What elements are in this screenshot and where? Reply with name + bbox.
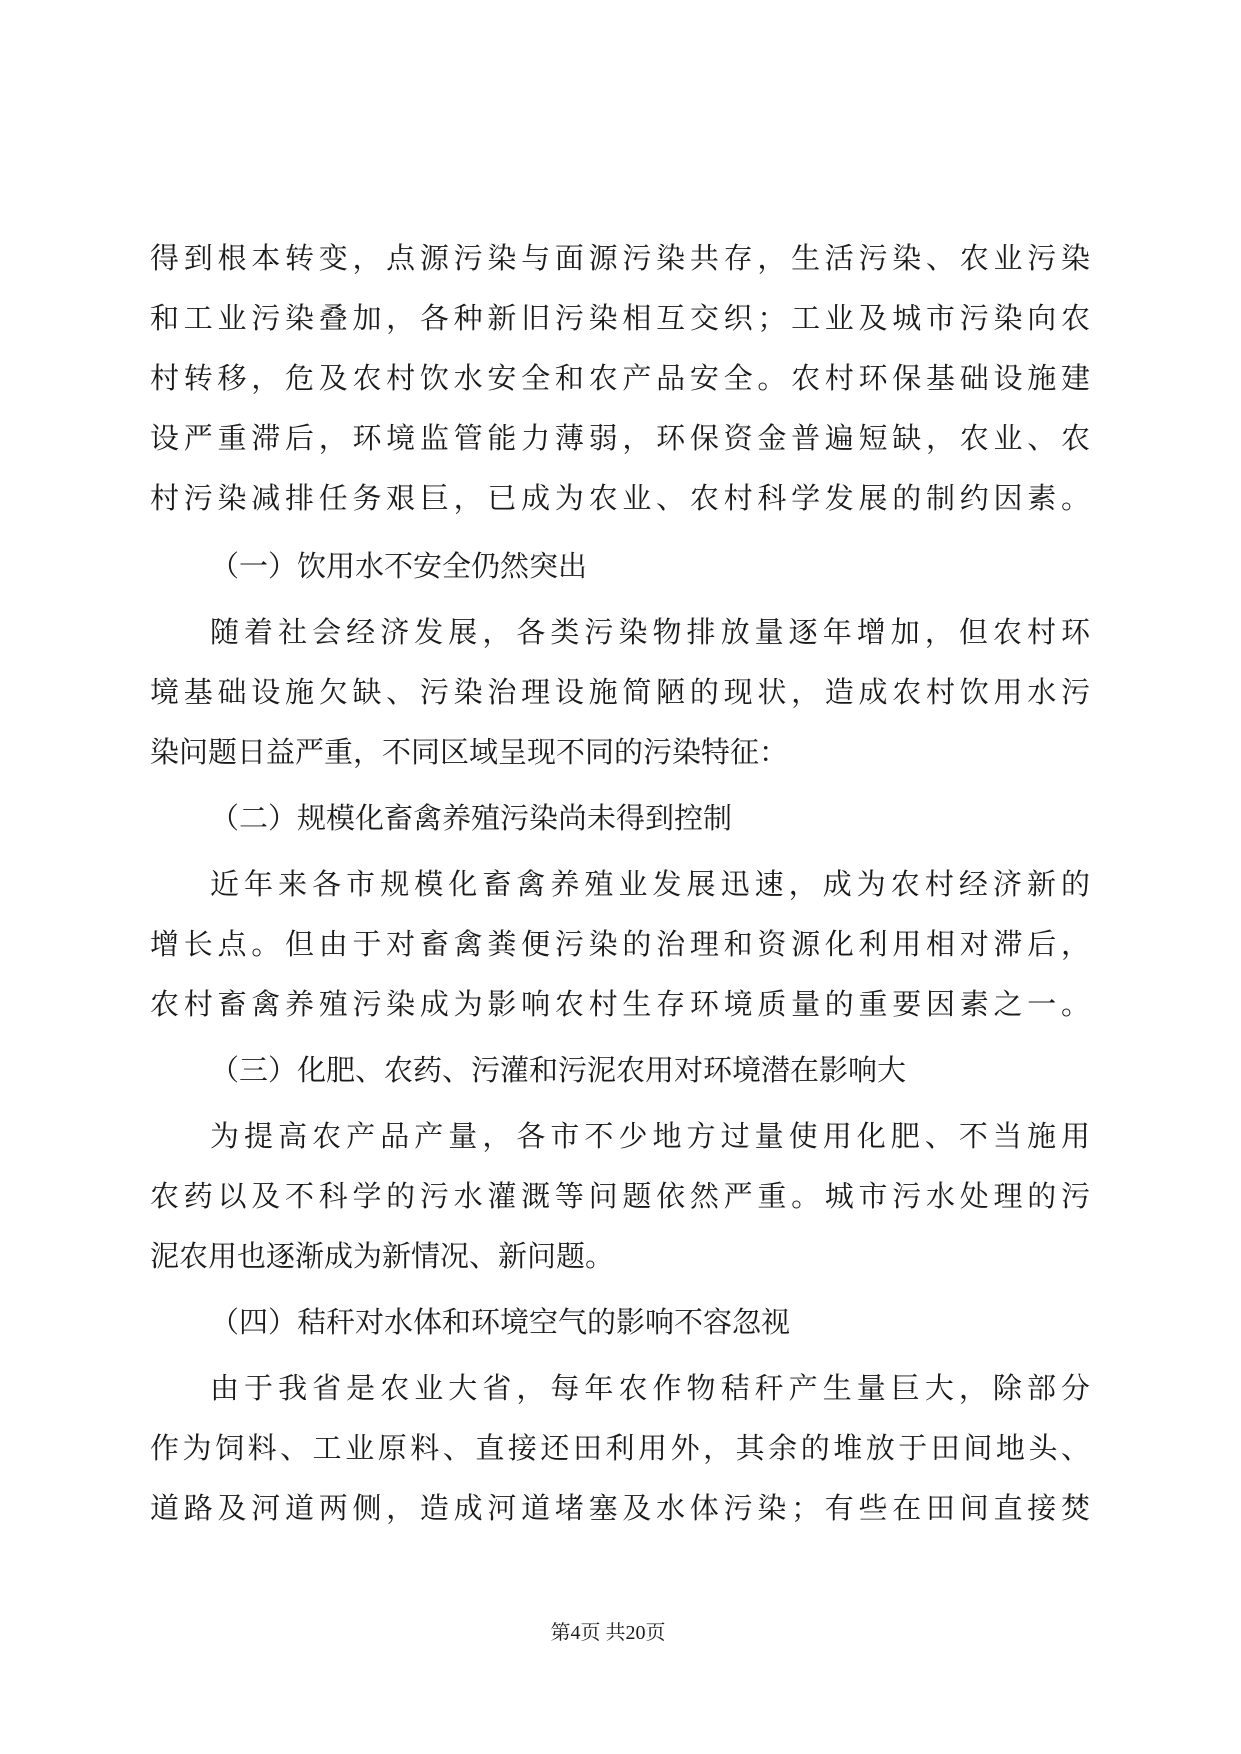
paragraph-line: 泥农用也逐渐成为新情况、新问题。 bbox=[150, 1239, 615, 1273]
paragraph-line: 农药以及不科学的污水灌溉等问题依然严重。城市污水处理的污 bbox=[150, 1179, 1090, 1213]
section-heading: （二）规模化畜禽养殖污染尚未得到控制 bbox=[210, 801, 733, 835]
paragraph-line: 道路及河道两侧，造成河道堵塞及水体污染；有些在田间直接焚 bbox=[150, 1491, 1090, 1525]
paragraph-line: 村转移，危及农村饮水安全和农产品安全。农村环保基础设施建 bbox=[150, 361, 1090, 395]
paragraph-line: 染问题日益严重，不同区域呈现不同的污染特征： bbox=[150, 735, 789, 769]
section-heading: （四）秸秆对水体和环境空气的影响不容忽视 bbox=[210, 1305, 791, 1339]
paragraph-line: 和工业污染叠加，各种新旧污染相互交织；工业及城市污染向农 bbox=[150, 301, 1090, 335]
paragraph-line: 近年来各市规模化畜禽养殖业发展迅速，成为农村经济新的 bbox=[210, 867, 1090, 901]
paragraph-line: 为提高农产品产量，各市不少地方过量使用化肥、不当施用 bbox=[210, 1119, 1090, 1153]
paragraph-line: 农村畜禽养殖污染成为影响农村生存环境质量的重要因素之一。 bbox=[150, 987, 1090, 1021]
page-footer: 第4页 共20页 bbox=[550, 1622, 666, 1644]
paragraph-line: 随着社会经济发展，各类污染物排放量逐年增加，但农村环 bbox=[210, 615, 1090, 649]
paragraph-line: 由于我省是农业大省，每年农作物秸秆产生量巨大，除部分 bbox=[210, 1371, 1090, 1405]
section-heading: （三）化肥、农药、污灌和污泥农用对环境潜在影响大 bbox=[210, 1053, 907, 1087]
paragraph-line: 村污染减排任务艰巨，已成为农业、农村科学发展的制约因素。 bbox=[150, 481, 1090, 515]
paragraph-line: 得到根本转变，点源污染与面源污染共存，生活污染、农业污染 bbox=[150, 241, 1090, 275]
paragraph-line: 境基础设施欠缺、污染治理设施简陋的现状，造成农村饮用水污 bbox=[150, 675, 1090, 709]
paragraph-line: 设严重滞后，环境监管能力薄弱，环保资金普遍短缺，农业、农 bbox=[150, 421, 1090, 455]
paragraph-line: 增长点。但由于对畜禽粪便污染的治理和资源化利用相对滞后， bbox=[150, 927, 1090, 961]
section-heading: （一）饮用水不安全仍然突出 bbox=[210, 549, 588, 583]
paragraph-line: 作为饲料、工业原料、直接还田利用外，其余的堆放于田间地头、 bbox=[150, 1431, 1090, 1465]
